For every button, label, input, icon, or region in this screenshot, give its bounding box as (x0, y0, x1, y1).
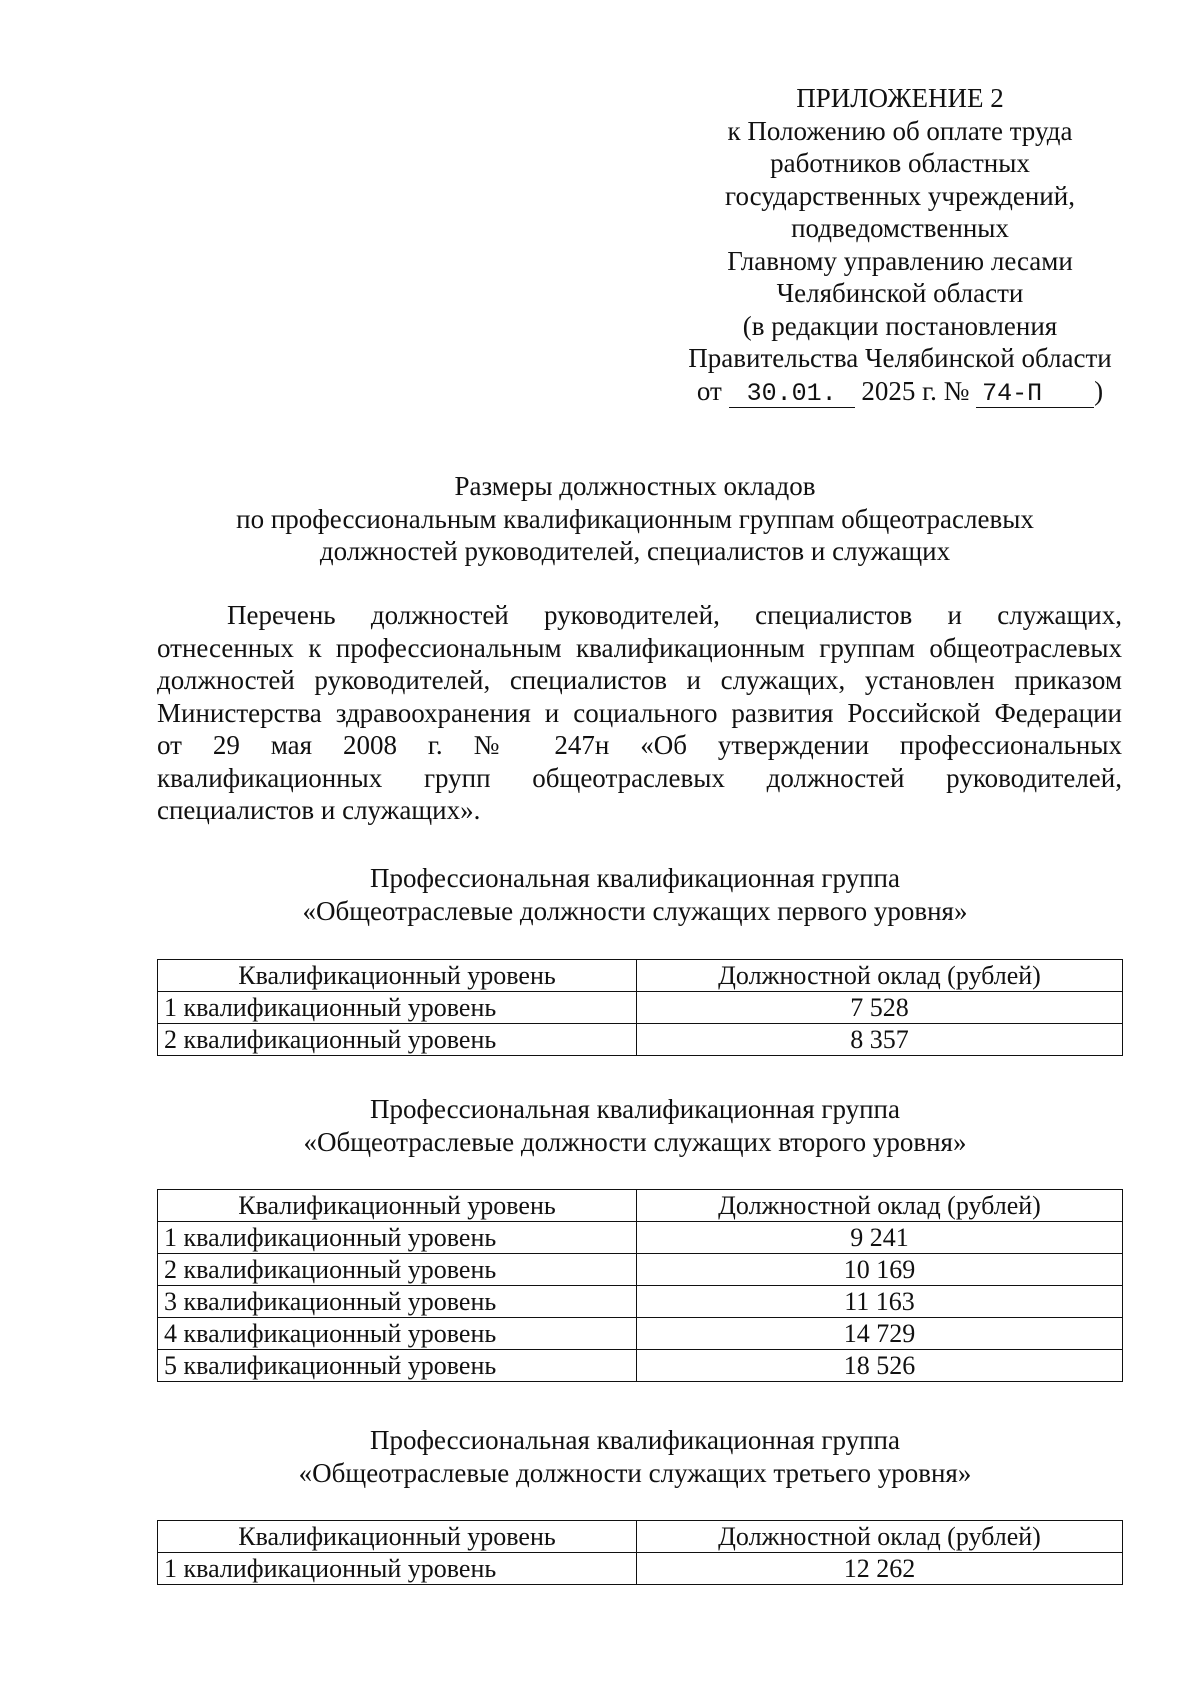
paragraph-line: квалификационных групп общеотраслевых должностей руководителей, (157, 762, 1122, 793)
appendix-line: Правительства Челябинской области (688, 343, 1112, 373)
intro-paragraph (157, 599, 1122, 827)
paragraph-line: отнесенных к профессиональным квалификационным группам общеотраслевых (157, 632, 1122, 663)
header-salary: Должностной оклад (рублей) (637, 1190, 1123, 1222)
appendix-line: Главному управлению лесами (727, 245, 1073, 276)
salary-cell: 10 169 (637, 1254, 1123, 1286)
group-title-line: Профессиональная квалификационная группа (370, 863, 900, 893)
level-cell: 4 квалификационный уровень (158, 1318, 637, 1350)
resolution-number: 74-П (976, 381, 1094, 408)
salary-cell: 11 163 (637, 1286, 1123, 1318)
header-level: Квалификационный уровень (158, 1190, 637, 1222)
group-title-line: «Общеотраслевые должности служащих второго уровня» (303, 1127, 967, 1157)
title-line: должностей руководителей, специалистов и служащих (319, 536, 951, 566)
group-title-line: Профессиональная квалификационная группа (370, 1094, 900, 1124)
title-line: Размеры должностных окладов (454, 471, 816, 501)
group-title-line: Профессиональная квалификационная группа (370, 1425, 900, 1455)
header-salary: Должностной оклад (рублей) (637, 1521, 1123, 1553)
paragraph-line: Перечень должностей руководителей, специалистов и служащих, (227, 600, 1122, 630)
level-cell: 5 квалификационный уровень (158, 1350, 637, 1382)
salary-cell: 8 357 (637, 1024, 1123, 1056)
appendix-line: к Положению об оплате труда (727, 115, 1073, 146)
appendix-line: Челябинской области (776, 278, 1024, 308)
level-cell: 2 квалификационный уровень (158, 1254, 637, 1286)
appendix-line: подведомственных (791, 213, 1009, 243)
table-row (158, 1222, 1123, 1254)
table-row (158, 1318, 1123, 1350)
group-3-table (157, 1520, 1123, 1585)
group-title-line: «Общеотраслевые должности служащих третьего уровня» (298, 1458, 972, 1488)
table-row (158, 1254, 1123, 1286)
level-cell: 1 квалификационный уровень (158, 1553, 637, 1585)
level-cell: 1 квалификационный уровень (158, 1222, 637, 1254)
paragraph-line: от 29 мая 2008 г. № 247н «Об утверждении профессиональных (157, 730, 1122, 760)
level-cell: 3 квалификационный уровень (158, 1286, 637, 1318)
table-row (158, 992, 1123, 1024)
salary-cell: 12 262 (637, 1553, 1123, 1585)
header-salary: Должностной оклад (рублей) (637, 960, 1123, 992)
salary-cell: 9 241 (637, 1222, 1123, 1254)
paragraph-line: специалистов и служащих». (157, 795, 481, 825)
group-3-title (150, 1424, 1120, 1490)
group-2-table (157, 1189, 1123, 1382)
resolution-year: 2025 г. № (861, 375, 970, 406)
appendix-line: (в редакции постановления (742, 310, 1058, 341)
resolution-date-line (660, 375, 1140, 408)
appendix-label: ПРИЛОЖЕНИЕ 2 (796, 83, 1004, 113)
appendix-line: работников областных (770, 148, 1030, 178)
header-level: Квалификационный уровень (158, 1521, 637, 1553)
table-row (158, 1350, 1123, 1382)
appendix-header (660, 82, 1140, 408)
level-cell: 1 квалификационный уровень (158, 992, 637, 1024)
paragraph-line: должностей руководителей, специалистов и служащих, установлен приказом (157, 665, 1122, 695)
salary-cell: 7 528 (637, 992, 1123, 1024)
table-row (158, 1286, 1123, 1318)
appendix-line: государственных учреждений, (725, 180, 1075, 211)
group-1-title (150, 862, 1120, 928)
table-row (158, 1553, 1123, 1585)
salary-cell: 14 729 (637, 1318, 1123, 1350)
date-prefix: от (696, 375, 722, 406)
group-title-line: «Общеотраслевые должности служащих первого уровня» (302, 896, 968, 926)
title-line: по профессиональным квалификационным группам общеотраслевых (236, 503, 1034, 534)
resolution-date: 30.01. (729, 381, 855, 408)
table-header-row (158, 1521, 1123, 1553)
header-level: Квалификационный уровень (158, 960, 637, 992)
group-1-table (157, 959, 1123, 1056)
document-title (150, 470, 1120, 568)
group-2-title (150, 1093, 1120, 1159)
paragraph-line: Министерства здравоохранения и социального развития Российской Федерации (157, 697, 1122, 728)
table-row (158, 1024, 1123, 1056)
table-header-row (158, 960, 1123, 992)
table-header-row (158, 1190, 1123, 1222)
salary-cell: 18 526 (637, 1350, 1123, 1382)
closing-bracket: ) (1094, 375, 1104, 406)
level-cell: 2 квалификационный уровень (158, 1024, 637, 1056)
